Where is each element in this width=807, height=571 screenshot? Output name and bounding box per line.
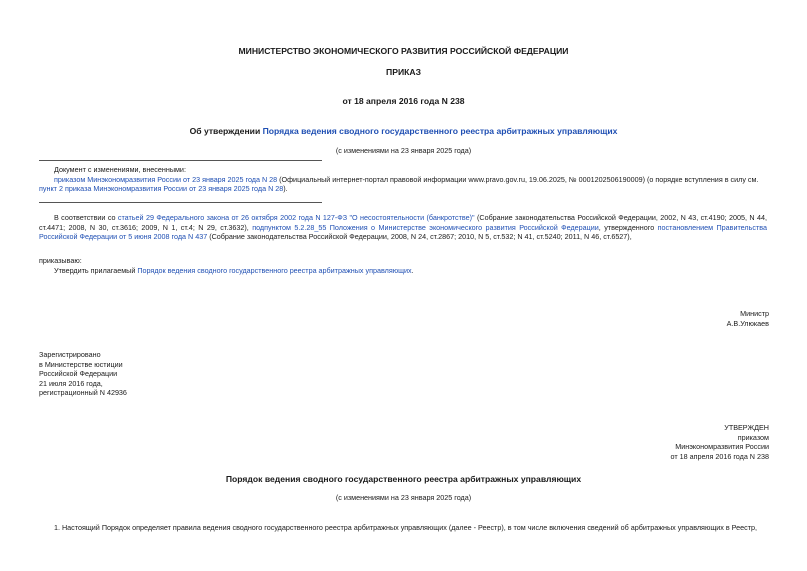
registration-line-2: в Министерстве юстиции <box>39 359 123 369</box>
divider-bottom <box>39 202 322 203</box>
document-changes-block <box>39 165 767 194</box>
approved-line-3: Минэкономразвития России <box>675 442 769 451</box>
federal-law-link[interactable]: статьей 29 Федерального закона от 26 октября 2002 года N 127-ФЗ "О несостоятельности (банкротстве)" <box>117 213 475 222</box>
procedure-title: Порядок ведения сводного государственного реестра арбитражных управляющих <box>225 474 582 484</box>
order-date: от 18 апреля 2016 года N 238 <box>342 96 465 106</box>
procedure-item-1: 1. Настоящий Порядок определяет правила ведения сводного государственного реестра арбитражных управляющих (далее - Реестр), в том числе включения сведений об арбитражных управляющих в Реестр, <box>54 523 758 532</box>
changes-entry-continued <box>39 184 767 194</box>
registration-line-4: 21 июля 2016 года, <box>39 378 103 388</box>
amendment-source-text: (Официальный интернет-портал правовой информации www.pravo.gov.ru, 19.06.2025, № 0001202506190009) (о порядке вступления в силу см. <box>277 174 759 184</box>
basis-text-4: (Собрание законодательства Российской Федерации, 2008, N 24, ст.2867; 2010, N 5, ст.532; N 41, ст.5240; 2011, N 46, ст.6527), <box>207 232 632 241</box>
order-word: приказываю: <box>39 256 82 265</box>
procedure-link[interactable]: Порядка ведения сводного государственного реестра арбитражных управляющих <box>262 126 618 136</box>
registration-line-3: Российской Федерации <box>39 369 118 378</box>
approved-line-1: УТВЕРЖДЕН <box>724 423 769 432</box>
basis-text-1: В соответствии со <box>54 213 118 222</box>
approve-suffix: . <box>411 266 414 275</box>
amendment-order-link[interactable]: приказом Минэкономразвития России от 23 января 2025 года N 28 <box>54 174 278 184</box>
approval-stamp-block <box>670 423 769 461</box>
registration-block <box>39 350 127 398</box>
basis-text-2: (Собрание законодательства Российской Федерации, 2002, N 43, ст.4190; 2005, N 44, ст.4471; 2008, N 30, ст.3616; 2009, N 1, ст.4; N 29, ст.3632), <box>39 213 767 232</box>
signer-position: Министр <box>740 309 769 318</box>
signer-name: А.В.Улюкаев <box>726 318 769 328</box>
registration-line-5: регистрационный N 42936 <box>39 388 127 397</box>
order-subject-prefix: Об утверждении <box>189 126 263 136</box>
government-decree-link[interactable]: постановлением Правительства Российской Федерации от 5 июня 2008 года N 437 <box>39 222 767 241</box>
approve-prefix: Утвердить прилагаемый <box>54 266 138 275</box>
approved-line-2: приказом <box>737 432 769 442</box>
divider-top <box>39 160 322 161</box>
procedure-changes-note: (с изменениями на 23 января 2025 года) <box>335 493 472 502</box>
legal-basis-paragraph <box>39 213 767 242</box>
approved-procedure-link[interactable]: Порядок ведения сводного государственного реестра арбитражных управляющих <box>137 266 412 275</box>
changes-entry <box>39 175 767 185</box>
order-heading: ПРИКАЗ <box>386 67 421 77</box>
amendment-clause-link[interactable]: пункт 2 приказа Минэкономразвития России от 23 января 2025 года N 28 <box>39 184 284 193</box>
order-subject <box>0 126 807 137</box>
ministry-regulation-link[interactable]: подпунктом 5.2.28_55 Положения о Министерстве экономического развития Российской Федерации <box>252 222 599 232</box>
changes-note: (с изменениями на 23 января 2025 года) <box>335 146 472 155</box>
approve-paragraph <box>39 266 782 276</box>
changes-intro: Документ с изменениями, внесенными: <box>54 165 186 174</box>
ministry-heading: МИНИСТЕРСТВО ЭКОНОМИЧЕСКОГО РАЗВИТИЯ РОССИЙСКОЙ ФЕДЕРАЦИИ <box>238 46 569 56</box>
basis-text-3: , утвержденного <box>598 222 658 232</box>
registration-line-1: Зарегистрировано <box>39 350 101 359</box>
signature-block <box>727 309 769 328</box>
approved-line-4: от 18 апреля 2016 года N 238 <box>670 451 769 461</box>
amendment-close-text: ). <box>283 184 288 193</box>
